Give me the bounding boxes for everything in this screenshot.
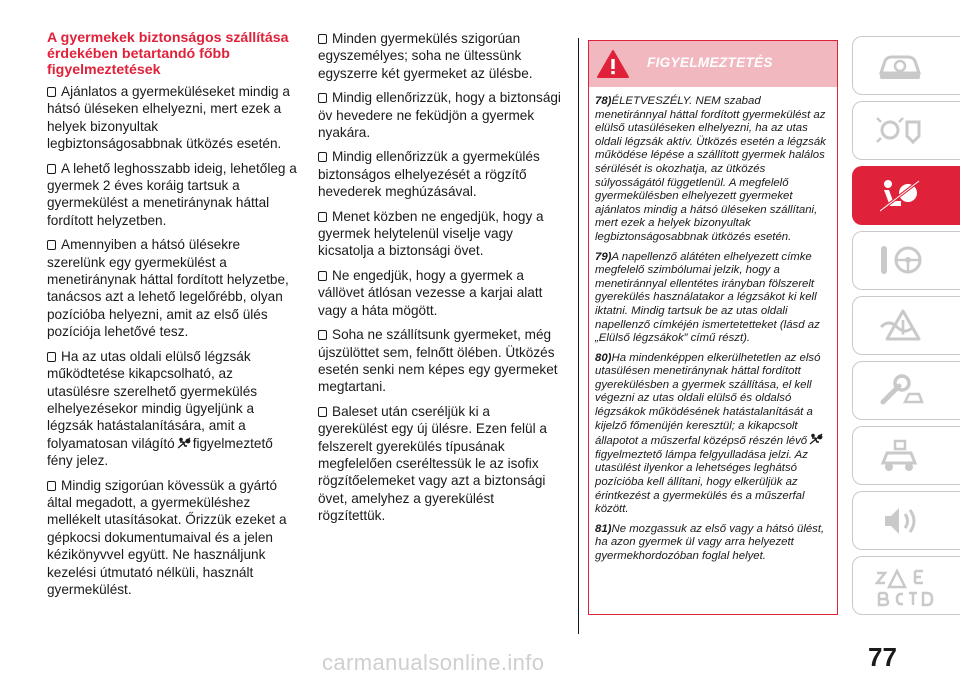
warning-item: 78)ÉLETVESZÉLY. NEM szabad menetiránnyal háttal fordított gyermekülést az elülső utasüléseken elhelyezni, ha az utas oldali légzsák aktív. Ütközés esetén a légzsák működése lépése a szállított gyermek halálos sérülését is okozhatja, az ütközés súlyosságától függetlenül. A megfelelő gyermekülésben elhelyezett gyermeket ajánlatos mindig a hátsó üléseken szállítani, mert ezek a helyek bizonyultak legbiztonságosabbnak ütközés esetén. (595, 95, 826, 243)
checkbox-bullet-icon (318, 330, 327, 340)
warning-header (589, 41, 837, 87)
tab-wrench-maintenance[interactable] (852, 361, 960, 420)
warning-item-number: 80) (595, 351, 612, 364)
checkbox-bullet-icon (47, 481, 56, 491)
seat-airbag-safety-icon (875, 177, 925, 215)
warning-item: 81)Ne mozgassuk az első vagy a hátsó ülést, ha azon gyermek ül vagy arra helyezett gyermekhordozóban foglal helyet. (595, 522, 825, 562)
technical-data-icon (875, 437, 925, 475)
checkbox-bullet-icon (318, 271, 327, 281)
lights-keys-icon (875, 112, 925, 150)
bullet-paragraph: Ha az utas oldali elülső légzsák működtetése kikapcsolható, az utasülésre szerelhető gyermekülés elhelyezésekor mindig ügyeljünk a légzsák hatástalanítására, amit a folyamatosan világító figyelmeztető fény jelez. (47, 348, 273, 469)
wrench-car-maintenance-icon (875, 372, 925, 410)
bullet-paragraph: Soha ne szállítsunk gyermeket, még újszülöttet sem, felnőtt ölében. Ütközés esetén senki nem képes egy gyermeket megtartani. (318, 327, 558, 395)
bullet-paragraph: Mindig szigorúan kövessük a gyártó által megadott, a gyermeküléshez mellékelt utasításokat. Őrizzük ezeket a gépkocsi dokumentumaival és a jelen kézikönyvvel együtt. Ne használjunk kezelési útmutató nélküli, használt gyermekülést. (47, 477, 287, 597)
checkbox-bullet-icon (318, 93, 327, 103)
checkbox-bullet-icon (47, 87, 56, 97)
bullet-paragraph: A lehető leghosszabb ideig, lehetőleg a gyermek 2 éves koráig tartsuk a gyermekülést a menetiránynak háttal fordított helyzetben. (47, 160, 297, 228)
column-divider (578, 38, 579, 634)
checkbox-bullet-icon (47, 240, 56, 250)
warning-triangle-emergency-icon (875, 307, 925, 345)
checkbox-bullet-icon (47, 352, 56, 362)
warning-item-number: 78) (595, 95, 612, 107)
checkbox-bullet-icon (318, 407, 327, 417)
checkbox-bullet-icon (318, 212, 327, 222)
airbag-off-icon (809, 433, 823, 445)
tab-car-dashboard-info[interactable] (852, 36, 960, 95)
bullet-paragraph: Baleset után cseréljük ki a gyerekülést egy új ülésre. Ezen felül a felszerelt gyerekülés típusának megfelelően cseréltessük le az isofix rögzítőelemeket vagy azt a biztonsági övet, amelyhez a gyerekülést rögzítettük. (318, 403, 547, 524)
column-left (47, 30, 297, 605)
tab-audio-multimedia[interactable] (852, 491, 960, 550)
key-steering-wheel-icon (875, 242, 925, 280)
bullet-paragraph: Minden gyermekülés szigorúan egyszemélyes; soha ne ültessünk egyszerre két gyermeket az ülésbe. (318, 31, 533, 81)
tab-technical-data[interactable] (852, 426, 960, 485)
tab-alphabetical-index[interactable] (852, 556, 960, 615)
car-dashboard-info-icon (875, 47, 925, 85)
warning-box (588, 40, 838, 615)
checkbox-bullet-icon (318, 152, 327, 162)
warning-item: 80)Ha mindenképpen elkerülhetetlen az elsó utasülésen menetiránynak háttal fordított gyerekülésben a gyermek szállítása, el kell végezni az utas oldali elülső és oldalsó légzsákok működésének hatástalanítását a kijelző főmenüjén keresztül; a kikapcsolt állapotot a műszerfal középső részén lévőfigyelmeztető lámpa felgyulladása jelzi. Az utasülést ilyenkor a lehetséges leghátsó pozícióba kell állítani, hogy elkerüljük az érintkezést a gyermekülés és a műszerfal között. (595, 352, 831, 517)
bullet-paragraph: Amennyiben a hátsó ülésekre szerelünk egy gyermekülést a menetiránynak háttal fordított helyzetbe, tanácsos azt a lehető legelőrébb, olyan pozícióba helyezni, amit az első ülés pozíciója lehetővé tesz. (47, 237, 289, 340)
bullet-paragraph: Mindig ellenőrizzük, hogy a biztonsági öv hevedere ne feküdjön a gyermek nyakára. (318, 90, 561, 141)
audio-multimedia-icon (875, 502, 925, 540)
warning-item: 79)A napellenző alátéten elhelyezett címke megfelelő szimbólumai jelzik, hogy a menetiránnyal ellentétes irányban fölszerelt gyerekülés használatakor a légzsákot ki kell iktatni. Mindig tartsuk be az utas oldali napellenző címkéjén ismertetetteket (lásd az „Elülső légzsákok” című részt). (595, 250, 820, 345)
airbag-off-icon (177, 437, 191, 449)
tab-warning-emergency[interactable] (852, 296, 960, 355)
bullet-paragraph: Menet közben ne engedjük, hogy a gyermek helytelenül viselje vagy kicsatolja a biztonsági övet. (318, 208, 544, 259)
warning-item-number: 79) (595, 250, 612, 263)
tab-lights-keys[interactable] (852, 101, 960, 160)
warning-body (589, 87, 837, 564)
checkbox-bullet-icon (318, 34, 327, 44)
page-number: 77 (868, 642, 897, 672)
bullet-paragraph: Ajánlatos a gyermeküléseket mindig a hátsó üléseken elhelyezni, mert ezek a helyek bizonyultak legbiztonságosabbnak ütközés esetén. (47, 84, 290, 152)
section-heading: A gyermekek biztonságos szállítása érdekében betartandó főbb figyelmeztetések (47, 30, 289, 78)
bullet-paragraph: Ne engedjük, hogy a gyermek a vállövet átlósan vezesse a karjai alatt vagy a háta mögött. (318, 267, 543, 318)
warning-item-number: 81) (595, 522, 612, 535)
checkbox-bullet-icon (47, 164, 56, 174)
warning-title: FIGYELMEZTETÉS (647, 55, 773, 70)
bullet-paragraph: Mindig ellenőrizzük a gyermekülés biztonságos elhelyezését a rögzítő hevederek meghúzásával. (318, 149, 540, 200)
tab-seat-airbag-safety[interactable] (852, 166, 960, 225)
column-middle (318, 30, 563, 532)
warning-triangle-icon (596, 49, 630, 79)
tab-key-steering-wheel[interactable] (852, 231, 960, 290)
watermark: carmanualsonline.info (322, 650, 545, 675)
alphabetical-index-icon (875, 567, 935, 607)
